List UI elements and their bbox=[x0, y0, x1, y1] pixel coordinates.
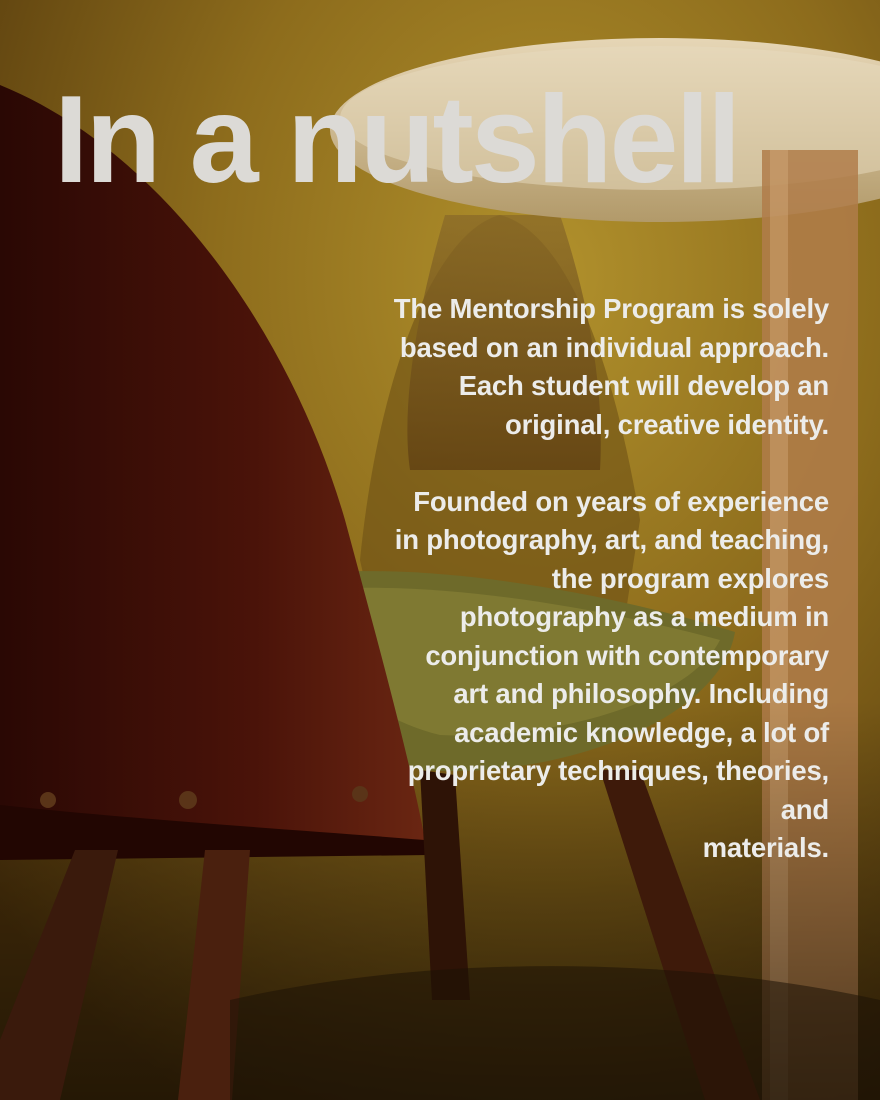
paragraph-spacer bbox=[269, 444, 829, 483]
paragraph-1-line: Each student will develop an bbox=[458, 370, 829, 401]
paragraph-2-line: art and philosophy. Including bbox=[453, 678, 829, 709]
paragraph-1-line: The Mentorship Program is solely bbox=[393, 293, 829, 324]
paragraph-2-line: conjunction with contemporary bbox=[425, 639, 829, 671]
paragraph-2-line: materials. bbox=[702, 832, 829, 863]
paragraph-2-line: Founded on years of experience bbox=[413, 485, 829, 517]
paragraph-1-line: original, creative identity. bbox=[505, 408, 829, 440]
paragraph-2-line: proprietary techniques, theories, bbox=[407, 755, 829, 786]
paragraph-2-line: academic knowledge, a lot of bbox=[454, 716, 829, 748]
paragraph-2-line: photography as a medium in bbox=[459, 601, 829, 632]
paragraph-2 bbox=[269, 483, 829, 868]
paragraph-2-line: and bbox=[780, 793, 829, 825]
body-copy bbox=[269, 290, 829, 868]
paragraph-1 bbox=[269, 290, 829, 444]
paragraph-2-line: in photography, art, and teaching, bbox=[394, 524, 829, 555]
paragraph-1-line: based on an individual approach. bbox=[399, 331, 829, 363]
page-title: In a nutshell bbox=[54, 71, 739, 209]
paragraph-2-line: the program explores bbox=[551, 562, 829, 594]
